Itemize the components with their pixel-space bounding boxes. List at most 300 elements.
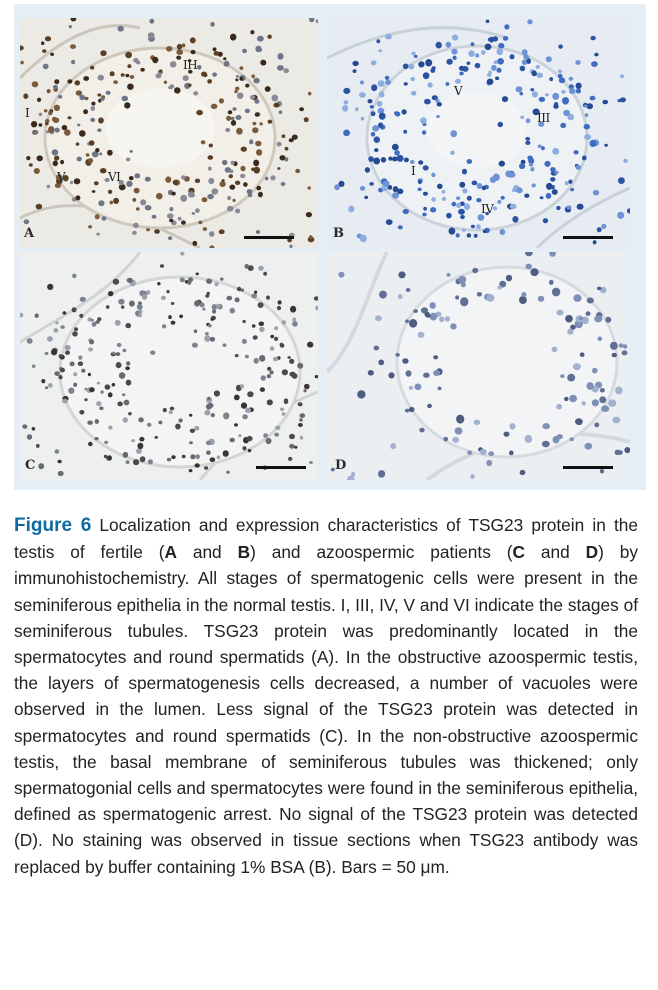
stage-label: III	[537, 111, 550, 125]
cell-nucleus	[397, 155, 404, 162]
cell-nucleus	[459, 72, 463, 76]
cell-nucleus	[117, 343, 122, 347]
cell-nucleus	[200, 303, 205, 308]
cell-nucleus	[205, 332, 209, 335]
cell-nucleus	[173, 180, 178, 185]
cell-nucleus	[254, 99, 259, 104]
cell-nucleus	[242, 320, 245, 323]
micrograph-panel-d	[327, 252, 630, 480]
cell-nucleus	[273, 103, 279, 108]
cell-nucleus	[106, 305, 110, 309]
cell-nucleus	[464, 203, 470, 210]
cell-nucleus	[137, 443, 143, 449]
cell-nucleus	[379, 49, 383, 52]
cell-nucleus	[74, 178, 81, 184]
cell-nucleus	[418, 188, 422, 191]
cell-nucleus	[620, 97, 626, 102]
cell-nucleus	[35, 313, 39, 318]
cell-nucleus	[423, 207, 427, 211]
cell-nucleus	[119, 372, 125, 379]
cell-nucleus	[230, 438, 235, 443]
cell-nucleus	[618, 177, 625, 184]
cell-nucleus	[259, 122, 262, 125]
cell-nucleus	[79, 130, 86, 137]
cell-nucleus	[261, 375, 266, 381]
cell-nucleus	[252, 127, 258, 133]
cell-nucleus	[248, 449, 252, 452]
caption-panel-ref: C	[512, 542, 525, 563]
cell-nucleus	[275, 426, 280, 430]
cell-nucleus	[475, 63, 481, 68]
cell-nucleus	[510, 54, 515, 59]
cell-nucleus	[612, 353, 617, 357]
cell-nucleus	[194, 426, 199, 431]
cell-nucleus	[404, 82, 408, 85]
cell-nucleus	[222, 160, 228, 165]
cell-nucleus	[500, 229, 506, 235]
cell-nucleus	[274, 433, 279, 437]
cell-nucleus	[560, 123, 566, 128]
cell-nucleus	[304, 117, 309, 122]
cell-nucleus	[455, 295, 459, 299]
cell-nucleus	[445, 82, 449, 86]
cell-nucleus	[206, 279, 212, 284]
cell-nucleus	[47, 89, 51, 93]
cell-nucleus	[488, 71, 492, 75]
caption-text: ) by immunohistochemistry. All stages of spermatogenic cells were present in the seminiferous epithelia in the normal testis. I, III, IV, V and VI indicate the stages of seminiferous tubules. TSG23 protein was predominantly located in the spermatocytes and round spermatids (A). In the obstructive azoospermic testis, the layers of spermatogenesis cells decreased, a number of vacuoles were observed in the lumen. Less signal of the TSG23 protein was detected in spermatocytes and round spermatids (C). In the non-obstructive azoospermic testis, the basal membrane of seminiferous tubules was thickened; only spermatogonial cells and spermatocytes were found in the seminiferous epithelia, defined as spermatogenic arrest. No signal of the TSG23 protein was detected (D). No staining was observed in tissue sections when TSG23 antibody was replaced by buffer containing 1% BSA (B). Bars = 50 μm.	[14, 542, 639, 877]
cell-nucleus	[443, 437, 448, 442]
stage-label: VI	[108, 170, 121, 184]
cell-nucleus	[442, 197, 446, 201]
cell-nucleus	[195, 463, 200, 467]
cell-nucleus	[471, 225, 475, 228]
cell-nucleus	[167, 458, 171, 462]
cell-nucleus	[378, 360, 384, 366]
cell-nucleus	[44, 109, 48, 112]
cell-nucleus	[385, 80, 391, 85]
cell-nucleus	[108, 392, 113, 397]
cell-nucleus	[223, 57, 226, 60]
cell-nucleus	[228, 110, 233, 114]
cell-nucleus	[54, 79, 59, 84]
cell-nucleus	[251, 74, 255, 78]
cell-nucleus	[485, 44, 492, 51]
cell-nucleus	[284, 400, 289, 405]
cell-nucleus	[237, 92, 244, 99]
cell-nucleus	[31, 121, 37, 127]
cell-nucleus	[270, 335, 274, 338]
cell-nucleus	[97, 382, 100, 385]
cell-nucleus	[70, 181, 73, 184]
cell-nucleus	[516, 86, 523, 92]
cell-nucleus	[300, 413, 306, 418]
cell-nucleus	[235, 209, 240, 214]
cell-nucleus	[375, 315, 382, 321]
cell-nucleus	[26, 156, 30, 160]
cell-nucleus	[73, 372, 77, 376]
caption-text: Localization and expression characteristics of TSG23 protein in the testis of fertile (	[14, 515, 638, 563]
cell-nucleus	[166, 290, 169, 293]
cell-nucleus	[530, 268, 538, 276]
cell-nucleus	[45, 386, 48, 389]
cell-nucleus	[57, 460, 61, 464]
cell-nucleus	[395, 353, 400, 357]
cell-nucleus	[559, 77, 565, 83]
cell-nucleus	[168, 236, 172, 240]
cell-nucleus	[535, 65, 540, 69]
cell-nucleus	[137, 304, 143, 310]
cell-nucleus	[152, 57, 158, 63]
cell-nucleus	[32, 427, 36, 431]
cell-nucleus	[453, 56, 457, 60]
cell-nucleus	[83, 76, 89, 81]
cell-nucleus	[567, 374, 575, 382]
cell-nucleus	[493, 206, 497, 210]
cell-nucleus	[556, 404, 562, 410]
cell-nucleus	[192, 343, 198, 348]
cell-nucleus	[519, 163, 525, 169]
cell-nucleus	[307, 342, 313, 348]
cell-nucleus	[575, 418, 583, 425]
cell-nucleus	[72, 331, 78, 336]
cell-nucleus	[41, 379, 45, 383]
caption-text: and	[176, 542, 238, 563]
cell-nucleus	[495, 77, 499, 81]
cell-nucleus	[267, 35, 271, 39]
cell-nucleus	[265, 177, 269, 181]
cell-nucleus	[433, 370, 440, 376]
cell-nucleus	[342, 105, 348, 112]
cell-nucleus	[145, 177, 151, 182]
cell-nucleus	[100, 50, 106, 56]
cell-nucleus	[437, 184, 443, 189]
cell-nucleus	[100, 97, 104, 101]
cell-nucleus	[348, 206, 354, 213]
cell-nucleus	[157, 282, 160, 285]
cell-nucleus	[486, 20, 490, 23]
cell-nucleus	[99, 153, 102, 156]
cell-nucleus	[133, 459, 139, 465]
figure-caption	[14, 512, 638, 880]
cell-nucleus	[558, 44, 563, 48]
cell-nucleus	[73, 383, 77, 387]
cell-nucleus	[309, 461, 313, 464]
cell-nucleus	[267, 367, 271, 371]
cell-nucleus	[64, 129, 71, 135]
cell-nucleus	[540, 196, 544, 199]
cell-nucleus	[398, 294, 403, 299]
cell-nucleus	[601, 224, 606, 229]
cell-nucleus	[104, 441, 108, 444]
cell-nucleus	[125, 366, 130, 370]
cell-nucleus	[74, 327, 78, 331]
cell-nucleus	[167, 213, 174, 219]
cell-nucleus	[270, 175, 275, 180]
cell-nucleus	[27, 338, 33, 344]
cell-nucleus	[615, 450, 620, 455]
cell-nucleus	[207, 397, 210, 400]
cell-nucleus	[98, 117, 104, 123]
cell-nucleus	[576, 83, 582, 89]
cell-nucleus	[451, 49, 457, 55]
cell-nucleus	[600, 469, 604, 474]
cell-nucleus	[182, 455, 186, 458]
cell-nucleus	[116, 352, 121, 356]
cell-nucleus	[409, 407, 415, 412]
cell-nucleus	[299, 107, 304, 111]
cell-nucleus	[201, 140, 206, 144]
cell-nucleus	[208, 155, 214, 160]
cell-nucleus	[240, 384, 244, 388]
cell-nucleus	[418, 180, 422, 184]
cell-nucleus	[258, 266, 264, 271]
cell-nucleus	[90, 118, 95, 122]
cell-nucleus	[343, 88, 350, 94]
cell-nucleus	[241, 147, 247, 152]
cell-nucleus	[281, 182, 286, 186]
cell-nucleus	[54, 105, 60, 111]
cell-nucleus	[253, 167, 260, 174]
cell-nucleus	[259, 48, 263, 51]
cell-nucleus	[150, 351, 155, 355]
cell-nucleus	[435, 99, 439, 103]
cell-nucleus	[424, 99, 431, 105]
cell-nucleus	[208, 324, 212, 328]
cell-nucleus	[39, 113, 43, 117]
cell-nucleus	[343, 130, 350, 137]
cell-nucleus	[520, 470, 526, 475]
cell-nucleus	[432, 66, 436, 69]
cell-nucleus	[235, 181, 240, 185]
cell-nucleus	[208, 167, 212, 171]
cell-nucleus	[456, 233, 460, 237]
cell-nucleus	[27, 434, 32, 440]
cell-nucleus	[431, 173, 435, 177]
cell-nucleus	[37, 155, 43, 161]
cell-nucleus	[190, 454, 195, 459]
cell-nucleus	[160, 264, 164, 268]
cell-nucleus	[196, 110, 203, 115]
cell-nucleus	[189, 441, 193, 444]
cell-nucleus	[100, 168, 107, 173]
cell-nucleus	[458, 209, 465, 215]
cell-nucleus	[438, 387, 442, 391]
cell-nucleus	[110, 71, 115, 76]
cell-nucleus	[503, 36, 508, 41]
cell-nucleus	[357, 390, 365, 398]
cell-nucleus	[353, 69, 357, 73]
cell-nucleus	[79, 410, 84, 415]
cell-nucleus	[83, 109, 88, 114]
micrograph-a-image	[20, 18, 318, 248]
cell-nucleus	[277, 65, 284, 71]
cell-nucleus	[615, 387, 623, 395]
cell-nucleus	[383, 181, 390, 187]
cell-nucleus	[89, 387, 95, 392]
cell-nucleus	[510, 423, 516, 429]
cell-nucleus	[379, 291, 387, 299]
cell-nucleus	[29, 163, 33, 166]
cell-nucleus	[242, 446, 246, 450]
cell-nucleus	[620, 74, 624, 78]
cell-nucleus	[108, 291, 114, 296]
cell-nucleus	[516, 187, 522, 193]
cell-nucleus	[574, 150, 579, 154]
cell-nucleus	[38, 463, 44, 469]
cell-nucleus	[388, 185, 392, 190]
cell-nucleus	[299, 418, 303, 421]
cell-nucleus	[506, 275, 512, 282]
cell-nucleus	[54, 156, 59, 161]
cell-nucleus	[129, 301, 135, 307]
cell-nucleus	[622, 350, 628, 355]
cell-nucleus	[355, 107, 359, 111]
cell-nucleus	[207, 79, 212, 84]
cell-nucleus	[504, 24, 509, 29]
cell-nucleus	[211, 104, 218, 109]
cell-nucleus	[100, 390, 103, 393]
cell-nucleus	[250, 95, 255, 100]
cell-nucleus	[374, 148, 378, 152]
cell-nucleus	[576, 89, 581, 94]
cell-nucleus	[131, 439, 135, 442]
cell-nucleus	[123, 452, 129, 458]
cell-nucleus	[178, 217, 182, 221]
cell-nucleus	[527, 19, 532, 24]
cell-nucleus	[23, 93, 28, 99]
cell-nucleus	[230, 34, 236, 41]
cell-nucleus	[422, 130, 426, 134]
cell-nucleus	[250, 30, 254, 34]
cell-nucleus	[290, 306, 296, 313]
cell-nucleus	[608, 399, 616, 406]
cell-nucleus	[462, 66, 468, 72]
cell-nucleus	[575, 60, 580, 65]
cell-nucleus	[163, 408, 167, 412]
cell-nucleus	[70, 362, 75, 367]
cell-nucleus	[126, 380, 132, 386]
cell-nucleus	[190, 37, 196, 43]
cell-nucleus	[368, 156, 374, 162]
cell-nucleus	[220, 278, 223, 281]
cell-nucleus	[84, 398, 87, 401]
cell-nucleus	[255, 112, 260, 116]
cell-nucleus	[210, 22, 214, 27]
cell-nucleus	[171, 455, 175, 459]
cell-nucleus	[364, 196, 368, 199]
cell-nucleus	[558, 70, 562, 74]
cell-nucleus	[248, 193, 252, 197]
cell-nucleus	[98, 200, 104, 206]
cell-nucleus	[175, 424, 181, 430]
cell-nucleus	[600, 388, 605, 393]
cell-nucleus	[497, 58, 504, 65]
cell-nucleus	[60, 325, 64, 329]
cell-nucleus	[449, 228, 456, 235]
cell-nucleus	[374, 136, 380, 143]
cell-nucleus	[126, 158, 130, 162]
cell-nucleus	[20, 61, 23, 65]
cell-nucleus	[127, 64, 131, 68]
cell-nucleus	[75, 80, 81, 85]
cell-nucleus	[62, 399, 68, 404]
cell-nucleus	[260, 387, 265, 392]
cell-nucleus	[252, 122, 256, 125]
cell-nucleus	[298, 423, 303, 427]
cell-nucleus	[148, 459, 153, 464]
cell-nucleus	[195, 454, 200, 459]
cell-nucleus	[567, 329, 573, 335]
cell-nucleus	[190, 429, 195, 433]
cell-nucleus	[471, 42, 475, 46]
cell-nucleus	[405, 409, 410, 413]
caption-panel-ref: B	[237, 542, 251, 563]
cell-nucleus	[254, 358, 259, 364]
cell-nucleus	[113, 198, 119, 204]
scale-bar	[563, 236, 613, 239]
cell-nucleus	[550, 177, 555, 182]
cell-nucleus	[525, 137, 530, 141]
cell-nucleus	[587, 298, 594, 304]
cell-nucleus	[138, 314, 142, 318]
cell-nucleus	[113, 80, 118, 84]
cell-nucleus	[568, 180, 572, 184]
cell-nucleus	[240, 174, 245, 178]
cell-nucleus	[189, 414, 192, 417]
cell-nucleus	[240, 66, 244, 70]
cell-nucleus	[300, 436, 303, 440]
cell-nucleus	[370, 105, 374, 108]
cell-nucleus	[53, 85, 58, 89]
cell-nucleus	[117, 402, 123, 407]
cell-nucleus	[206, 451, 211, 455]
cell-nucleus	[277, 142, 282, 147]
cell-nucleus	[570, 188, 574, 191]
panel-letter-b: B	[333, 226, 344, 241]
cell-nucleus	[129, 176, 134, 180]
cell-nucleus	[169, 410, 173, 414]
cell-nucleus	[214, 51, 220, 56]
cell-nucleus	[361, 117, 365, 121]
cell-nucleus	[245, 264, 250, 269]
cell-nucleus	[542, 441, 550, 448]
cell-nucleus	[96, 401, 101, 406]
cell-nucleus	[126, 361, 130, 365]
cell-nucleus	[573, 294, 581, 302]
cell-nucleus	[569, 395, 577, 403]
cell-nucleus	[403, 130, 407, 134]
cell-nucleus	[168, 315, 172, 319]
cell-nucleus	[285, 147, 289, 151]
cell-nucleus	[569, 84, 574, 89]
cell-nucleus	[255, 141, 261, 147]
cell-nucleus	[53, 160, 58, 166]
cell-nucleus	[242, 339, 247, 344]
cell-nucleus	[236, 128, 243, 135]
cell-nucleus	[254, 291, 257, 294]
cell-nucleus	[34, 130, 39, 134]
cell-nucleus	[368, 370, 374, 376]
cell-nucleus	[215, 282, 219, 286]
cell-nucleus	[598, 337, 603, 342]
cell-nucleus	[497, 200, 501, 204]
cell-nucleus	[405, 319, 409, 323]
cell-nucleus	[573, 363, 581, 370]
stage-label: V	[454, 84, 463, 98]
cell-nucleus	[88, 373, 91, 376]
cell-nucleus	[390, 443, 396, 449]
cell-nucleus	[204, 410, 210, 416]
